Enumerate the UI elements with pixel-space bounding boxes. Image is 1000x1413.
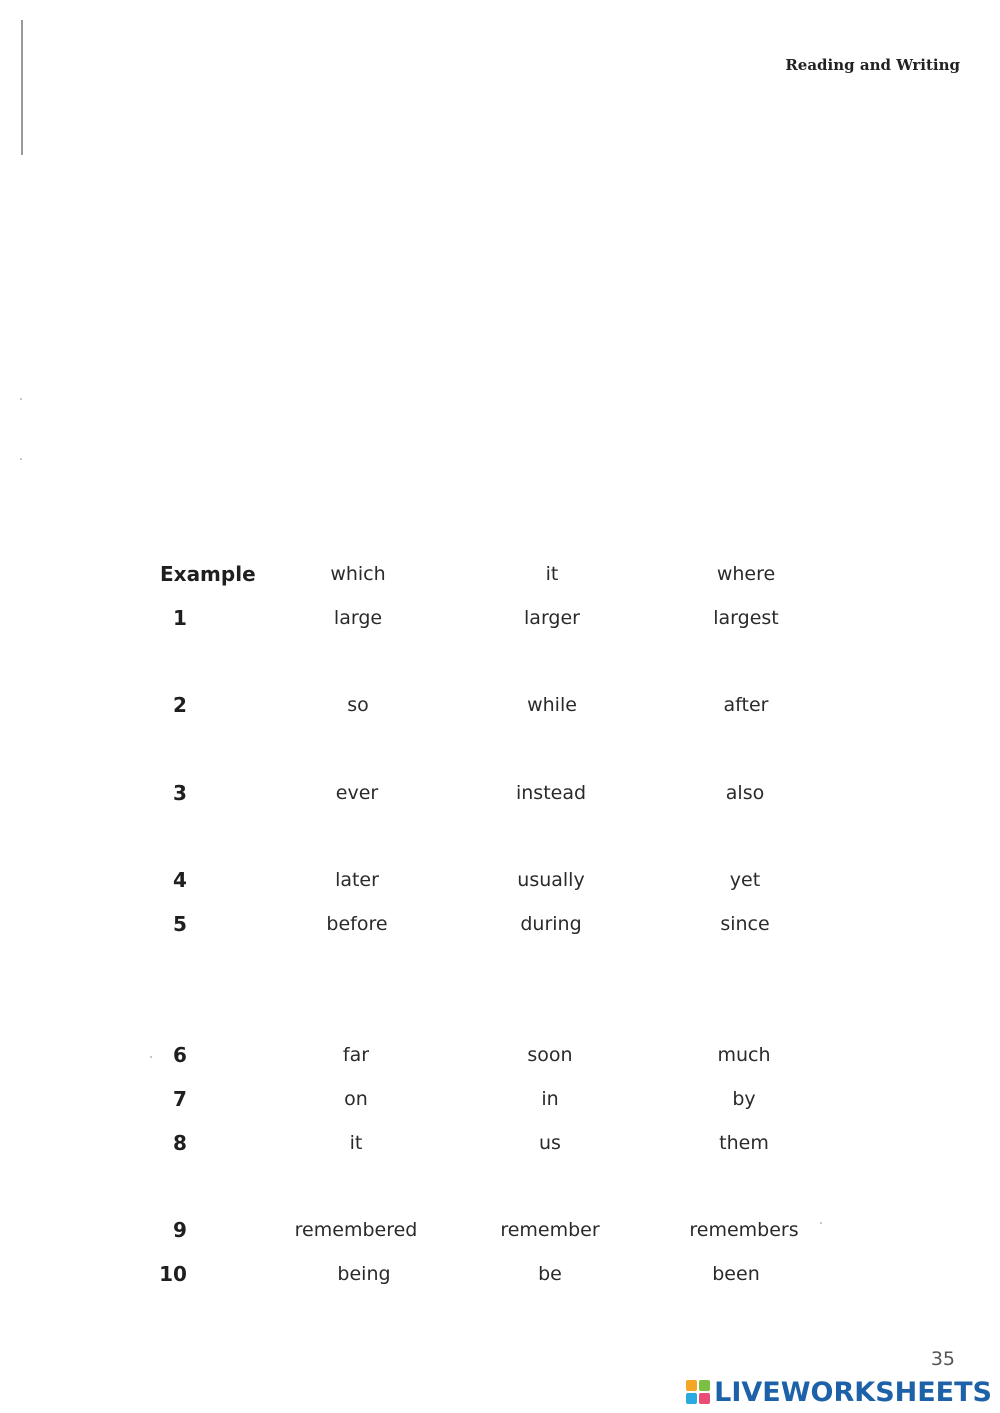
question-row bbox=[0, 1128, 1000, 1158]
row-label: 6 bbox=[173, 1043, 187, 1067]
question-row bbox=[0, 1084, 1000, 1114]
row-label: Example bbox=[160, 562, 256, 586]
option-a: later bbox=[335, 869, 379, 891]
option-b: it bbox=[545, 563, 559, 585]
row-label: 7 bbox=[173, 1087, 187, 1111]
option-a: it bbox=[349, 1132, 363, 1154]
row-label: 2 bbox=[173, 693, 187, 717]
option-c: largest bbox=[713, 607, 779, 629]
row-label: 4 bbox=[173, 868, 187, 892]
scan-speck bbox=[20, 458, 22, 460]
option-c: them bbox=[719, 1132, 769, 1154]
option-b: while bbox=[527, 694, 577, 716]
option-a: remembered bbox=[294, 1219, 418, 1241]
liveworksheets-icon bbox=[686, 1380, 710, 1404]
option-c: yet bbox=[729, 869, 761, 891]
logo-square bbox=[686, 1380, 697, 1391]
option-a: before bbox=[326, 913, 388, 935]
row-label: 8 bbox=[173, 1131, 187, 1155]
option-b: instead bbox=[515, 782, 587, 804]
question-row bbox=[0, 778, 1000, 808]
option-a: so bbox=[347, 694, 369, 716]
row-label: 1 bbox=[173, 606, 187, 630]
logo-square bbox=[699, 1393, 710, 1404]
question-row bbox=[0, 690, 1000, 720]
question-row bbox=[0, 603, 1000, 633]
option-a: far bbox=[342, 1044, 370, 1066]
question-row bbox=[0, 1215, 1000, 1245]
option-b: be bbox=[538, 1263, 562, 1285]
option-b: during bbox=[520, 913, 582, 935]
question-row bbox=[0, 1040, 1000, 1070]
question-row bbox=[0, 1259, 1000, 1289]
option-c: remembers bbox=[689, 1219, 799, 1241]
option-b: remember bbox=[500, 1219, 600, 1241]
scan-edge-line bbox=[21, 20, 23, 155]
option-a: ever bbox=[335, 782, 379, 804]
row-label: 5 bbox=[173, 912, 187, 936]
section-title: Reading and Writing bbox=[785, 56, 960, 74]
option-c: by bbox=[732, 1088, 756, 1110]
row-label: 9 bbox=[173, 1218, 187, 1242]
option-c: after bbox=[723, 694, 769, 716]
option-c: where bbox=[716, 563, 776, 585]
example-row bbox=[0, 559, 1000, 589]
row-label: 10 bbox=[159, 1262, 187, 1286]
page-number: 35 bbox=[930, 1348, 955, 1370]
option-b: us bbox=[539, 1132, 561, 1154]
option-c: also bbox=[725, 782, 765, 804]
option-a: on bbox=[344, 1088, 368, 1110]
option-c: been bbox=[712, 1263, 760, 1285]
liveworksheets-logo bbox=[686, 1375, 992, 1409]
brand-name: LIVEWORKSHEETS bbox=[714, 1376, 992, 1408]
option-b: larger bbox=[524, 607, 580, 629]
option-b: soon bbox=[527, 1044, 573, 1066]
option-a: which bbox=[330, 563, 386, 585]
question-row bbox=[0, 865, 1000, 895]
question-row bbox=[0, 909, 1000, 939]
option-b: usually bbox=[517, 869, 585, 891]
row-label: 3 bbox=[173, 781, 187, 805]
scan-speck bbox=[20, 398, 22, 400]
logo-square bbox=[699, 1380, 710, 1391]
option-a: being bbox=[337, 1263, 391, 1285]
option-a: large bbox=[333, 607, 383, 629]
option-b: in bbox=[541, 1088, 559, 1110]
logo-square bbox=[686, 1393, 697, 1404]
option-c: much bbox=[717, 1044, 771, 1066]
option-c: since bbox=[720, 913, 770, 935]
